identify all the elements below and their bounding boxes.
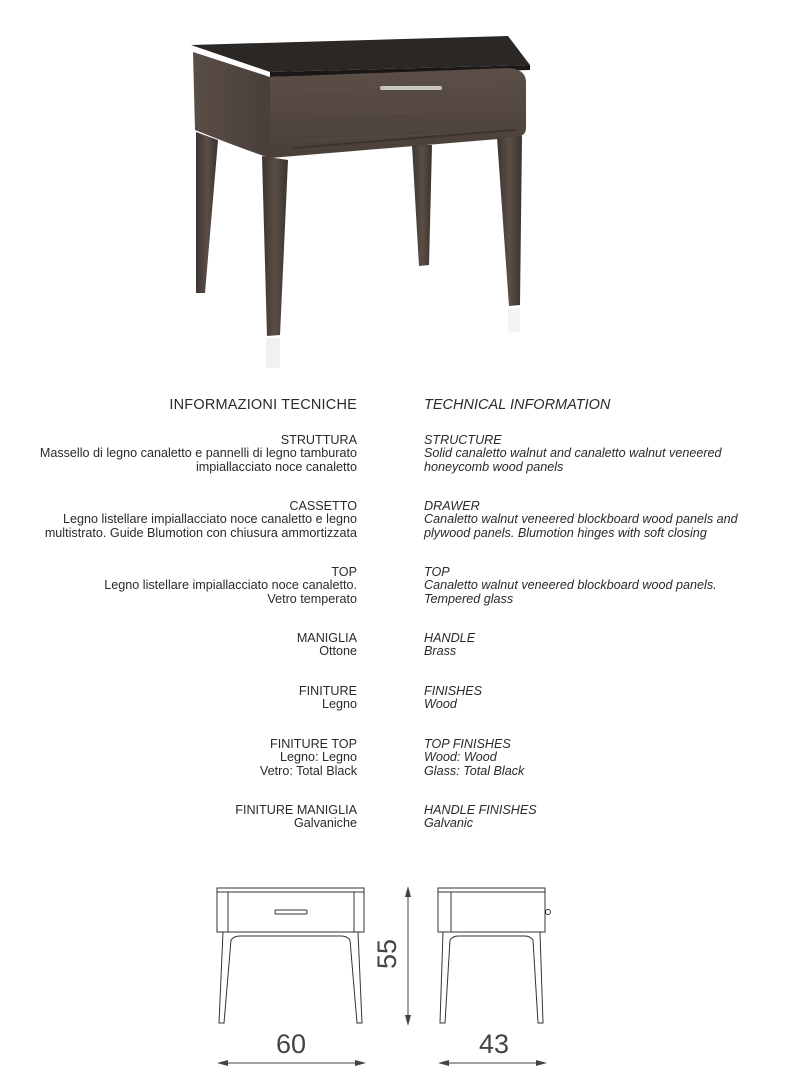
section-en-top-finishes [424, 738, 784, 778]
section-it-title: TOP [331, 565, 357, 579]
section-en-title: TOP [424, 565, 450, 579]
section-it-line: Legno listellare impiallacciato noce canaletto e legno [62, 512, 357, 527]
section-en-title: STRUCTURE [424, 433, 502, 447]
section-it-drawer [0, 500, 357, 540]
section-it-line: Vetro: Total Black [259, 763, 357, 778]
heading-it: INFORMAZIONI TECNICHE [169, 397, 357, 413]
section-it-top-finishes [0, 738, 357, 778]
heading-en: TECHNICAL INFORMATION [424, 397, 611, 413]
section-en-line: Wood [424, 697, 457, 712]
section-it-line: Vetro temperato [267, 591, 357, 606]
section-en-finishes [424, 685, 784, 712]
section-it-handle-finishes [0, 804, 357, 831]
section-en-title: HANDLE FINISHES [424, 803, 537, 817]
section-en-line: Canaletto walnut veneered blockboard wood panels and [424, 512, 738, 527]
section-it-line: Legno listellare impiallacciato noce canaletto. [104, 578, 357, 593]
section-en-line: honeycomb wood panels [424, 459, 564, 474]
section-en-title: DRAWER [424, 499, 480, 513]
height-dimension-label: 55 [372, 938, 402, 970]
section-en-structure [424, 434, 784, 474]
section-it-title: CASSETTO [289, 499, 357, 513]
section-it-title: FINITURE TOP [270, 737, 357, 751]
section-en-line: Brass [424, 644, 457, 659]
section-it-title: MANIGLIA [296, 631, 357, 645]
section-en-line: plywood panels. Blumotion hinges with soft closing [424, 525, 707, 540]
section-it-line: impiallacciato noce canaletto [195, 459, 357, 474]
section-en-top [424, 566, 784, 606]
product-photo [170, 20, 550, 380]
section-en-title: FINISHES [424, 684, 483, 698]
side-view-drawing [438, 888, 551, 1023]
section-it-title: FINITURE MANIGLIA [235, 803, 357, 817]
section-it-structure [0, 434, 357, 474]
section-it-title: STRUTTURA [280, 433, 357, 447]
section-it-handle [0, 632, 357, 659]
front-view-drawing [217, 888, 364, 1023]
section-it-line: Ottone [319, 644, 357, 659]
section-it-line: Legno [321, 697, 357, 712]
section-it-line: Massello di legno canaletto e pannelli di legno tamburato [39, 446, 357, 461]
technical-drawings [200, 870, 580, 1080]
section-it-line: multistrato. Guide Blumotion con chiusura ammortizzata [44, 525, 357, 540]
section-en-line: Wood: Wood [424, 750, 497, 765]
section-en-line: Glass: Total Black [424, 763, 525, 778]
section-it-line: Legno: Legno [279, 750, 357, 765]
section-en-line: Tempered glass [424, 591, 514, 606]
section-en-handle [424, 632, 784, 659]
section-it-line: Galvaniche [293, 816, 357, 831]
section-en-drawer [424, 500, 784, 540]
section-it-finishes [0, 685, 357, 712]
section-en-title: HANDLE [424, 631, 476, 645]
section-it-title: FINITURE [298, 684, 357, 698]
section-en-handle-finishes [424, 804, 784, 831]
section-en-line: Galvanic [424, 816, 473, 831]
depth-dimension-label: 43 [478, 1029, 510, 1059]
section-en-line: Canaletto walnut veneered blockboard wood panels. [424, 578, 717, 593]
width-dimension-label: 60 [275, 1029, 307, 1059]
section-en-line: Solid canaletto walnut and canaletto walnut veneered [424, 446, 722, 461]
section-it-top [0, 566, 357, 606]
section-en-title: TOP FINISHES [424, 737, 511, 751]
